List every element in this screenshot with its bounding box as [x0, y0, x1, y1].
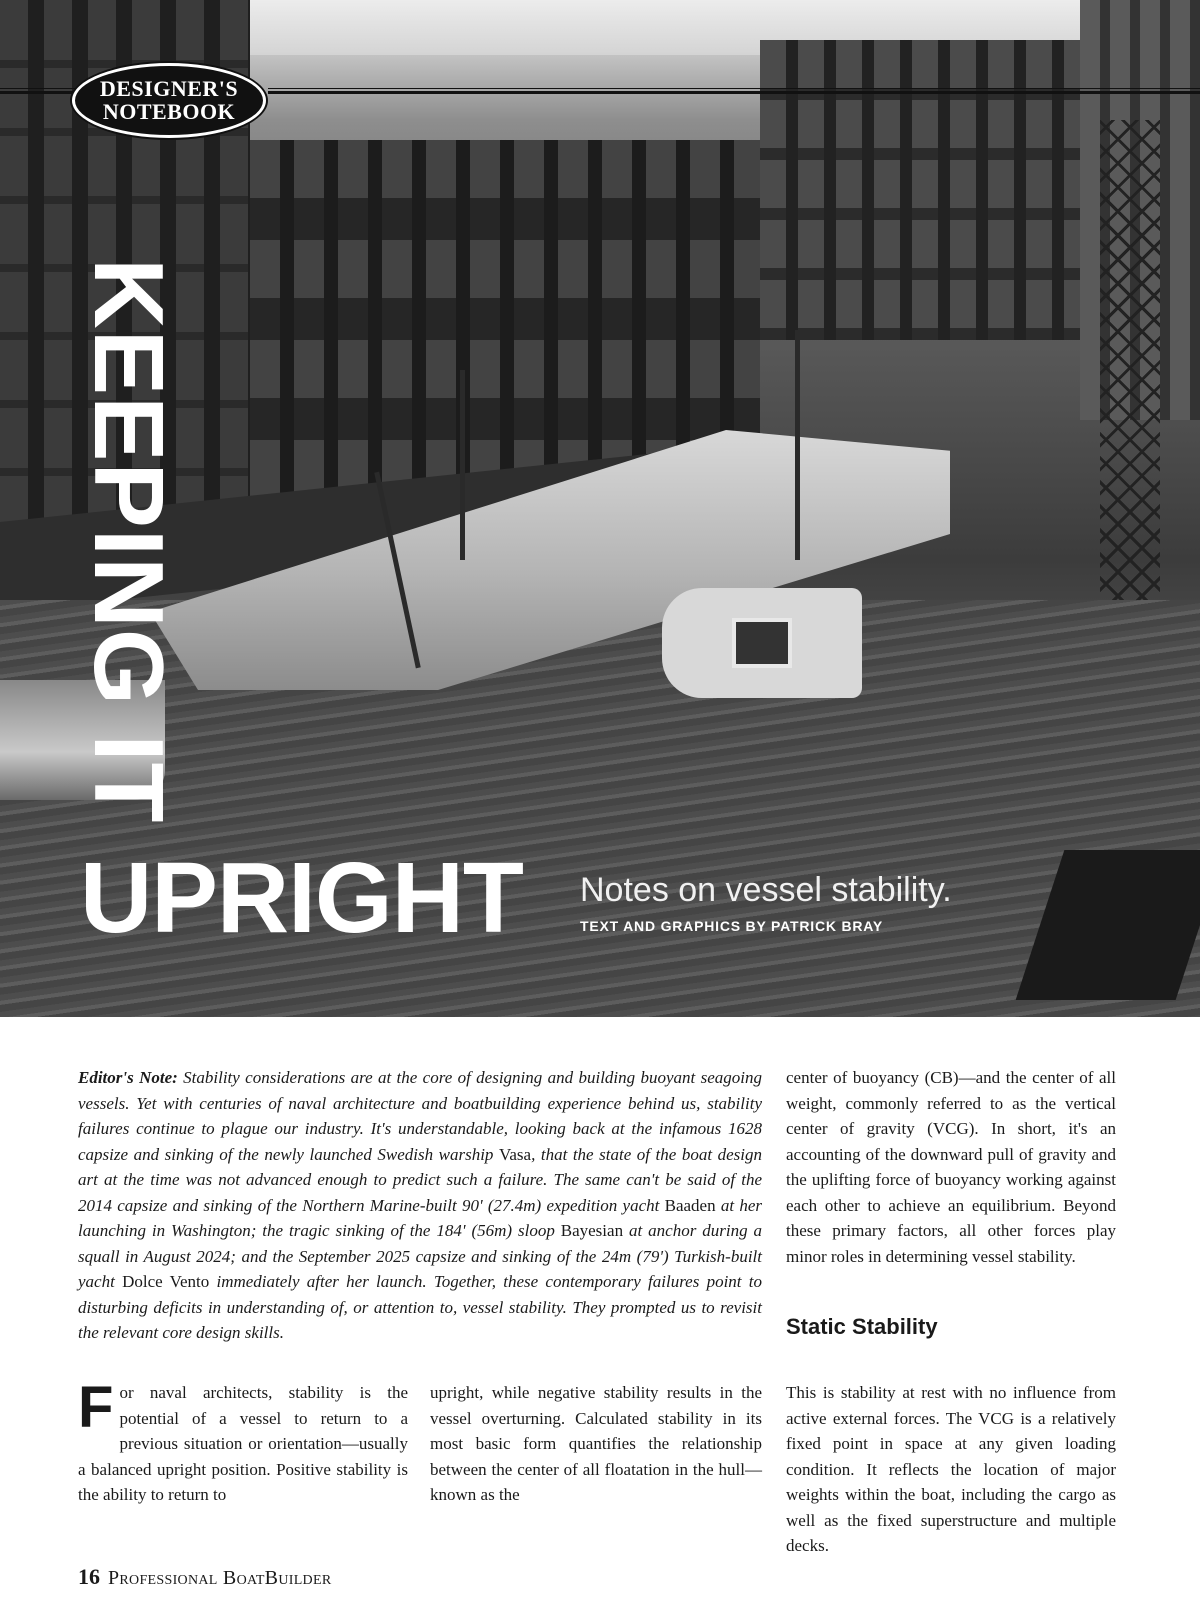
- ship-name: Bayesian: [560, 1221, 624, 1240]
- photo-mast: [460, 370, 465, 560]
- headline-subtitle: Notes on vessel stability.: [580, 871, 952, 909]
- photo-building-right: [760, 40, 1130, 340]
- section-heading-static-stability: Static Stability: [786, 1314, 938, 1339]
- editors-note-label: Editor's Note:: [78, 1068, 178, 1087]
- editors-note-text: , that the state of the boat design art at the time was not advanced enough to predict such a failure. The same can't be said of the 2014 capsize and sinking of the Northern Marine-built 90' (27.4m) expedition yacht: [78, 1144, 762, 1215]
- headline-vertical: KEEPING IT: [74, 258, 184, 824]
- ship-name: Baaden: [664, 1195, 716, 1215]
- masthead-rule-left: [0, 88, 75, 94]
- photo-wheelhouse-window: [732, 618, 792, 668]
- body-column-1: [78, 1375, 408, 1508]
- masthead-rule-right: [268, 88, 1200, 94]
- editors-note-text: at her launching in Washington; the tragic sinking of the 184' (56m) sloop: [78, 1195, 763, 1240]
- page-number: 16: [78, 1564, 100, 1589]
- body-column-2: upright, while negative stability results in the vessel overturning. Calculated stability in its most basic form quantifies the relationship between the center of all floatation in the hull—known as the: [430, 1383, 762, 1504]
- editors-note-text: Stability considerations are at the core of designing and building buoyant seagoing vessels. Yet with centuries of naval architecture and boatbuilding experience behind us, stability failures continue to plague our industry. It's understandable, looking back at the infamous 1628 capsize and sinking of the newly launched Swedish warship: [78, 1068, 762, 1164]
- photo-wheelhouse: [662, 588, 862, 698]
- headline-horizontal: UPRIGHT: [80, 842, 523, 954]
- photo-crane-rig: [1100, 120, 1160, 600]
- ship-name: Vasa: [498, 1144, 532, 1164]
- author-credit: TEXT AND GRAPHICS BY PATRICK BRAY: [580, 918, 884, 934]
- editors-note: [78, 1065, 762, 1346]
- page-footer: [78, 1564, 331, 1590]
- editors-note-text: immediately after her launch. Together, these contemporary failures point to disturbing deficits in understanding of, or attention to, vessel stability. They prompted us to revisit the relevant core design skills.: [78, 1272, 762, 1342]
- editors-note-text: at anchor during a squall in August 2024; and the September 2025 capsize and sinking of the 24m (79') Turkish-built yacht: [78, 1221, 762, 1291]
- ship-name: Dolce Vento: [122, 1272, 210, 1291]
- body-column-1-text: or naval architects, stability is the potential of a vessel to return to a previous situation or orientation—usually a balanced upright position. Positive stability is the ability to return to: [78, 1383, 408, 1504]
- body-column-3-bottom: This is stability at rest with no influence from active external forces. The VCG is a relatively fixed point in space at any given loading condition. It reflects the location of major weights within the boat, including the cargo as well as the fixed superstructure and multiple decks.: [786, 1383, 1116, 1555]
- body-column-3-top: center of buoyancy (CB)—and the center of all weight, commonly referred to as the vertical center of gravity (VCG). In short, it's an accounting of the downward pull of gravity and the uplifting force of buoyancy working against each other to achieve an equilibrium. Beyond these primary factors, all other forces play minor roles in determining vessel stability.: [786, 1068, 1116, 1266]
- badge-line-2: NOTEBOOK: [102, 99, 236, 124]
- badge-line-1: DESIGNER'S: [99, 76, 239, 101]
- designers-notebook-badge: [72, 63, 266, 138]
- photo-mast: [795, 330, 800, 560]
- magazine-name: Professional BoatBuilder: [108, 1567, 332, 1589]
- drop-cap: F: [78, 1375, 114, 1440]
